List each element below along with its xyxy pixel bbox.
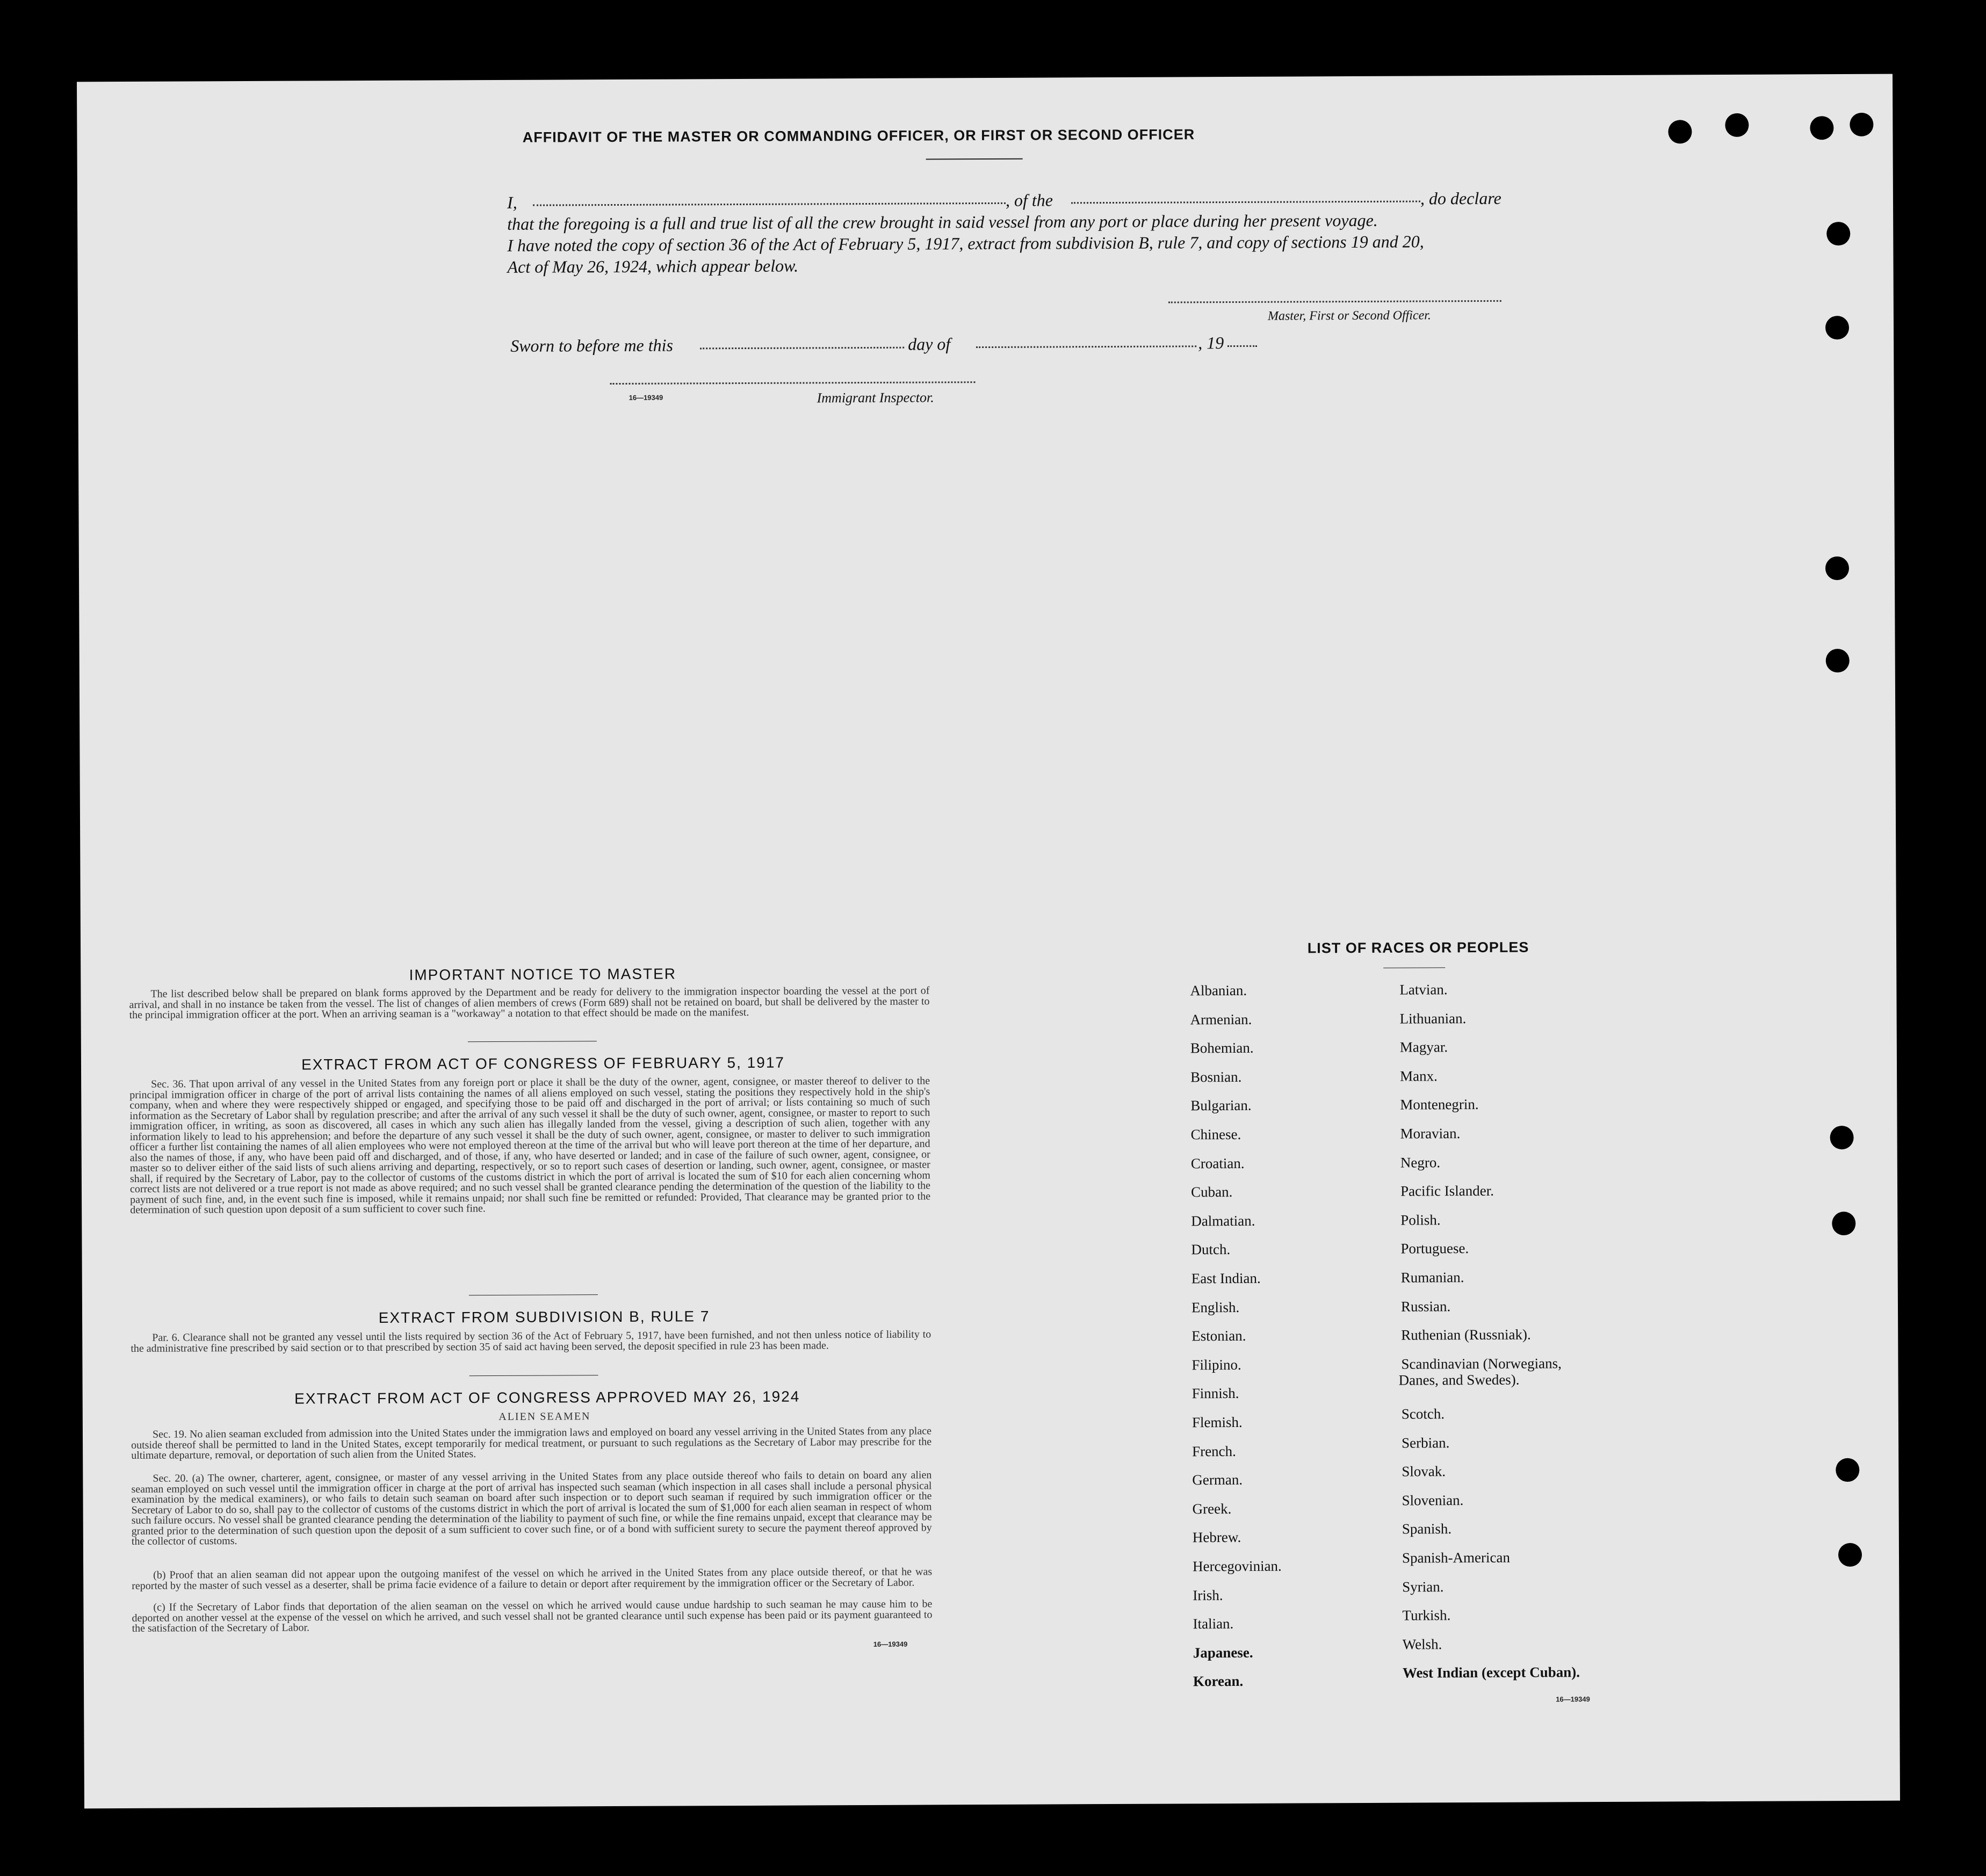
race-item: German. bbox=[1192, 1472, 1243, 1488]
year-text: , 19 bbox=[1198, 333, 1224, 353]
notice-text: The list described below shall be prepared on blank forms approved by the Department and be ready for delivery to the immigration inspector boarding the vessel at the port of arrival, and shall in no instance be taken from the vessel. The list of changes of alien members of crews (Form 689) shall not be retained on board, but shall be delivered by the master to the principal immigration officer at the port. When an arriving seaman is a "workaway" a notation to that effect should be made on the manifest. bbox=[129, 984, 930, 1021]
race-item: Filipino. bbox=[1191, 1356, 1241, 1373]
race-item: Slovak. bbox=[1402, 1463, 1446, 1480]
signature-line bbox=[1168, 300, 1501, 303]
name-blank bbox=[533, 202, 1006, 206]
punch-hole bbox=[1810, 116, 1833, 140]
section-rule bbox=[470, 1375, 598, 1376]
races-heading: LIST OF RACES OR PEOPLES bbox=[1307, 939, 1529, 957]
race-item: Turkish. bbox=[1402, 1607, 1451, 1624]
race-item: West Indian (except Cuban). bbox=[1402, 1664, 1580, 1682]
race-item: Scandinavian (Norwegians, bbox=[1401, 1355, 1562, 1372]
race-item: Dalmatian. bbox=[1191, 1212, 1255, 1229]
race-item: Welsh. bbox=[1402, 1636, 1442, 1653]
form-number: 16—19349 bbox=[1556, 1695, 1590, 1704]
race-item: Bosnian. bbox=[1190, 1068, 1242, 1085]
punch-hole bbox=[1850, 113, 1873, 136]
affidavit-line-3: I have noted the copy of section 36 of the Act of February 5, 1917, extract from subdivision B, rule 7, and copy of sections 19 and 20, bbox=[507, 231, 1424, 255]
race-item: Serbian. bbox=[1402, 1434, 1450, 1451]
sec20b-text: (b) Proof that an alien seaman did not appear upon the outgoing manifest of the vessel on which he arrived in the United States from any place outside thereof, or that he was reported by the master of such vessel as a deserter, shall be prima facie evidence of a failure to detain or deport after requirement by the immigration officer or the Secretary of Labor. bbox=[132, 1566, 933, 1592]
races-rule bbox=[1383, 967, 1445, 968]
punch-hole bbox=[1825, 316, 1849, 339]
inspector-label: Immigrant Inspector. bbox=[817, 389, 934, 406]
race-item: Rumanian. bbox=[1400, 1269, 1464, 1286]
race-item: Dutch. bbox=[1191, 1241, 1231, 1258]
race-item: Estonian. bbox=[1191, 1328, 1246, 1344]
punch-hole bbox=[1830, 1126, 1854, 1149]
rule7-heading: EXTRACT FROM SUBDIVISION B, RULE 7 bbox=[378, 1308, 710, 1326]
alien-seamen-subheading: ALIEN SEAMEN bbox=[499, 1410, 591, 1423]
race-item: Croatian. bbox=[1190, 1155, 1245, 1171]
race-item: Hercegovinian. bbox=[1193, 1558, 1282, 1575]
race-item: Ruthenian (Russniak). bbox=[1401, 1326, 1531, 1343]
extract-1924-heading: EXTRACT FROM ACT OF CONGRESS APPROVED MAY 26, 1924 bbox=[294, 1388, 800, 1407]
affidavit-do-declare: , do declare bbox=[1420, 188, 1501, 208]
race-item: Magyar. bbox=[1399, 1039, 1448, 1055]
signature-label: Master, First or Second Officer. bbox=[1267, 308, 1431, 323]
document-page bbox=[77, 74, 1900, 1809]
race-item: Albanian. bbox=[1190, 982, 1247, 999]
race-item: Slovenian. bbox=[1402, 1491, 1464, 1509]
race-item: Bulgarian. bbox=[1190, 1097, 1252, 1114]
heading-rule bbox=[926, 158, 1023, 160]
race-item: Lithuanian. bbox=[1399, 1010, 1467, 1027]
race-item: Danes, and Swedes). bbox=[1398, 1371, 1520, 1388]
race-item: Italian. bbox=[1193, 1616, 1234, 1632]
race-item: Spanish-American bbox=[1402, 1549, 1511, 1566]
race-item: Armenian. bbox=[1190, 1011, 1252, 1027]
vessel-blank bbox=[1071, 200, 1420, 204]
sworn-day-blank bbox=[700, 347, 904, 350]
extract-1917-heading: EXTRACT FROM ACT OF CONGRESS OF FEBRUARY 5, 1917 bbox=[301, 1054, 785, 1073]
day-of-text: day of bbox=[908, 334, 951, 354]
punch-hole bbox=[1832, 1212, 1855, 1235]
race-item: Spanish. bbox=[1402, 1520, 1452, 1538]
punch-hole bbox=[1725, 113, 1749, 137]
punch-hole bbox=[1826, 649, 1850, 672]
punch-hole bbox=[1668, 120, 1692, 143]
race-item: Japanese. bbox=[1193, 1644, 1253, 1661]
rule7-text: Par. 6. Clearance shall not be granted any vessel until the lists required by section 36 of the Act of February 5, 1917, have been furnished, and not then unless notice of liability to the administrative fine prescribed by said section or to that prescribed by section 35 of said act having been served, the deposit specified in rule 23 has been made. bbox=[131, 1328, 931, 1355]
race-item: Greek. bbox=[1192, 1500, 1232, 1517]
race-item: Pacific Islander. bbox=[1400, 1183, 1494, 1199]
affidavit-line-4: Act of May 26, 1924, which appear below. bbox=[507, 256, 799, 277]
affidavit-of-the: , of the bbox=[1005, 190, 1053, 210]
section-rule bbox=[469, 1294, 598, 1295]
race-item: Montenegrin. bbox=[1400, 1096, 1479, 1113]
race-item: Portuguese. bbox=[1400, 1240, 1469, 1257]
affidavit-i: I, bbox=[507, 192, 517, 212]
race-item: English. bbox=[1191, 1299, 1240, 1315]
notice-heading: IMPORTANT NOTICE TO MASTER bbox=[409, 965, 677, 983]
race-item: Scotch. bbox=[1401, 1406, 1445, 1422]
form-number: 16—19349 bbox=[629, 393, 663, 402]
sec20c-text: (c) If the Secretary of Labor finds that deportation of the alien seaman on the vessel on which he arrived would cause undue hardship to such seaman he may cause him to be deported on another vessel at the expense of the vessel on which he arrived, and such vessel shall not be granted clearance until such expense has been paid or its payment guaranteed to the satisfaction of the Secretary of Labor. bbox=[132, 1598, 933, 1634]
race-item: Manx. bbox=[1400, 1068, 1438, 1084]
race-item: Hebrew. bbox=[1192, 1529, 1241, 1546]
punch-hole bbox=[1826, 222, 1850, 245]
form-number: 16—19349 bbox=[873, 1640, 908, 1648]
race-item: Latvian. bbox=[1399, 981, 1448, 998]
punch-hole bbox=[1838, 1543, 1862, 1567]
race-item: East Indian. bbox=[1191, 1270, 1261, 1287]
section-rule bbox=[468, 1041, 597, 1042]
affidavit-heading: AFFIDAVIT OF THE MASTER OR COMMANDING OFFICER, OR FIRST OR SECOND OFFICER bbox=[522, 126, 1195, 146]
affidavit-line-2: that the foregoing is a full and true list of all the crew brought in said vessel from any port or place during her present voyage. bbox=[507, 210, 1378, 234]
race-item: Finnish. bbox=[1191, 1385, 1239, 1402]
race-item: Bohemian. bbox=[1190, 1040, 1254, 1056]
race-item: Russian. bbox=[1400, 1298, 1451, 1315]
race-item: Negro. bbox=[1400, 1154, 1441, 1171]
punch-hole bbox=[1836, 1458, 1859, 1482]
race-item: Cuban. bbox=[1190, 1184, 1233, 1200]
race-item: Polish. bbox=[1400, 1212, 1441, 1228]
race-item: Chinese. bbox=[1190, 1126, 1241, 1143]
race-item: French. bbox=[1192, 1443, 1236, 1459]
year-blank bbox=[1227, 345, 1257, 347]
extract-1917-text: Sec. 36. That upon arrival of any vessel in the United States from any foreign port or place it shall be the duty of the owner, agent, consignee, or master thereof to deliver to the principal immigration officer in charge of the port of arrival lists containing the names of all aliens employed on such vessel, stating the positions they respectively hold in the ship's company, when and where they were respectively shipped or engaged, and specifying those to be paid off and discharged in the port of arrival; or lists containing so much of such information as the Secretary of Labor shall by regulation prescribe; and after the arrival of any such vessel it shall be the duty of such owner, agent, consignee, or master to report to such immigration officer, in writing, as soon as discovered, all cases in which any such alien has illegally landed from the vessel, giving a description of such alien, together with any information likely to lead to his apprehension; and before the departure of any such vessel it shall be the duty of such owner, agent, consignee, or master to deliver to such immigration officer a further list containing the names of all alien employees who were not employed thereon at the time of the arrival but who will leave port thereon at the time of her departure, and also the names of those, if any, who have been paid off and discharged, and of those, if any, who have deserted or landed; and in case of the failure of such owner, agent, consignee, or master so to deliver either of the said lists of such aliens arriving and departing, respectively, or so to report such cases of desertion or landing, such owner, agent, consignee, or master shall, if required by the Secretary of Labor, pay to the collector of customs of the customs district in which the port of arrival is located the sum of $10 for each alien concerning whom correct lists are not delivered or a true report is not made as above required; and no such vessel shall be granted clearance pending the determination of the question of the liability to the payment of such fine, and, in the event such fine is imposed, while it remains unpaid; nor shall such fine be remitted or refunded: Provided, That clearance may be granted prior to the determination of such question upon deposit of a sum sufficient to cover such fine. bbox=[129, 1075, 931, 1216]
sec20a-text: Sec. 20. (a) The owner, charterer, agent, consignee, or master of any vessel arriving in the United States from any place outside thereof who fails to detain on board any alien seaman employed on such vessel until the immigration officer in charge at the port of arrival has inspected such seaman (which inspection in all cases shall include a personal physical examination by the medical examiners), or who fails to detain such seaman on board after such inspection or to deport such seaman if required by such immigration officer or the Secretary of Labor to do so, shall pay to the collector of customs of the customs district in which the port of arrival is located the sum of $1,000 for each alien seaman in respect of whom such failure occurs. No vessel shall be granted clearance pending the determination of the liability to payment of such fine, or while the fine remains unpaid, except that clearance may be granted prior to the determination of such question upon the deposit of a sum sufficient to cover such fine, or of a bond with sufficient surety to secure the payment thereof approved by the collector of customs. bbox=[131, 1469, 932, 1547]
race-item: Moravian. bbox=[1400, 1125, 1461, 1142]
inspector-line bbox=[610, 381, 975, 385]
punch-hole bbox=[1825, 556, 1849, 580]
race-item: Irish. bbox=[1193, 1587, 1223, 1603]
sworn-text: Sworn to before me this bbox=[510, 335, 674, 356]
race-item: Flemish. bbox=[1191, 1414, 1243, 1431]
race-item: Syrian. bbox=[1402, 1578, 1444, 1595]
month-blank bbox=[976, 345, 1196, 348]
sec19-text: Sec. 19. No alien seaman excluded from admission into the United States under the immigration laws and employed on board any vessel arriving in the United States from any place outside thereof shall be permitted to land in the United States, except temporarily for medical treatment, or pursuant to such regulations as the Secretary of Labor may prescribe for the ultimate departure, removal, or deportation of such alien from the United States. bbox=[131, 1425, 932, 1461]
race-item: Korean. bbox=[1193, 1673, 1244, 1690]
